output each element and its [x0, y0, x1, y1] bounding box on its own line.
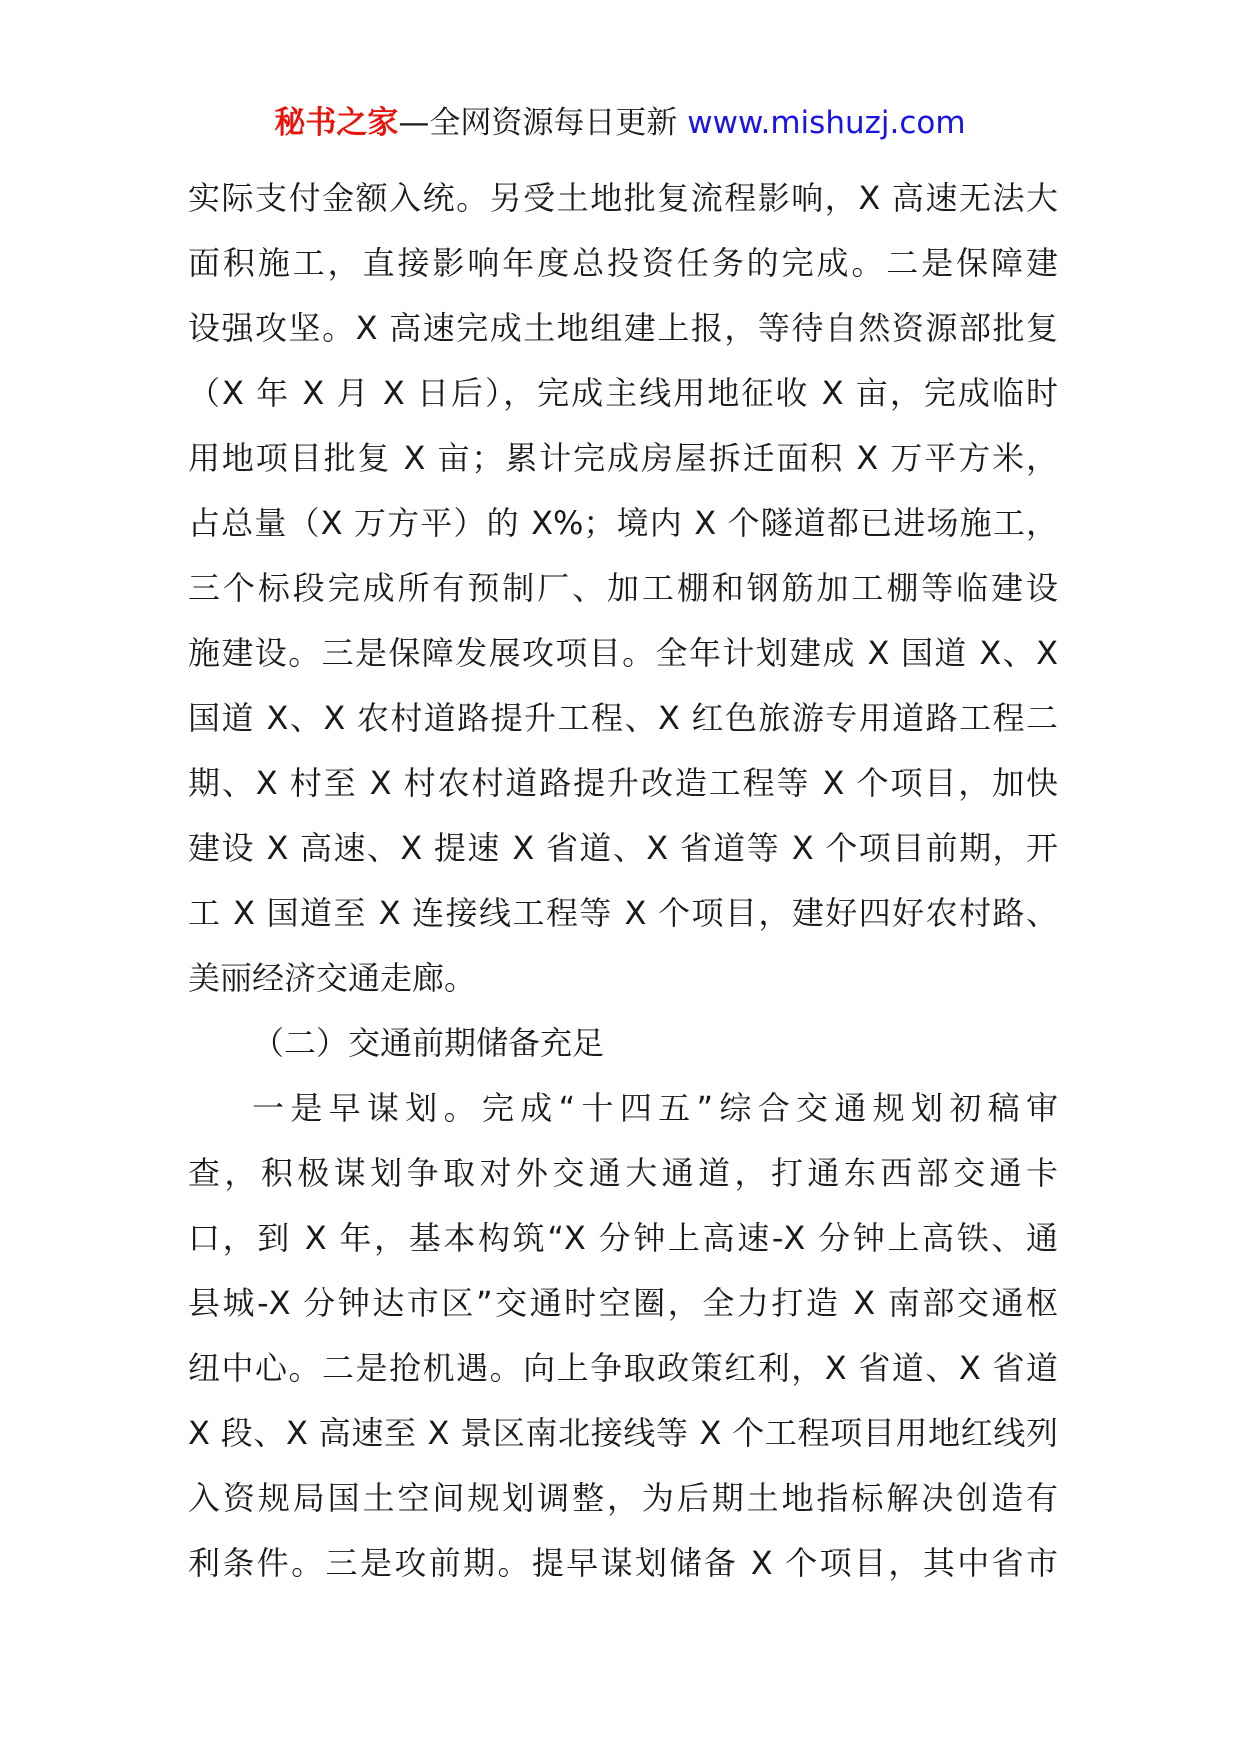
body-line: 占总量（X 万方平）的 X%；境内 X 个隧道都已进场施工， [188, 504, 1058, 542]
body-line: 查，积极谋划争取对外交通大通道，打通东西部交通卡 [188, 1154, 1058, 1192]
brand-name: 秘书之家 [274, 105, 399, 141]
header-tagline: —全网资源每日更新 [398, 105, 678, 141]
body-line: 利条件。三是攻前期。提早谋划储备 X 个项目，其中省市 [188, 1544, 1058, 1582]
document-body [188, 166, 1058, 1596]
body-line: 工 X 国道至 X 连接线工程等 X 个项目，建好四好农村路、 [188, 894, 1058, 932]
body-line: 国道 X、X 农村道路提升工程、X 红色旅游专用道路工程二 [188, 699, 1058, 737]
body-line: 美丽经济交通走廊。 [188, 959, 477, 997]
body-line: 用地项目批复 X 亩；累计完成房屋拆迁面积 X 万平方米， [188, 439, 1058, 477]
body-line: 一是早谋划。完成“十四五”综合交通规划初稿审 [252, 1089, 1058, 1127]
body-line: 建设 X 高速、X 提速 X 省道、X 省道等 X 个项目前期，开 [188, 829, 1058, 867]
body-line: （X 年 X 月 X 日后），完成主线用地征收 X 亩，完成临时 [188, 374, 1058, 412]
site-watermark-header [0, 100, 1240, 146]
body-line: 期、X 村至 X 村农村道路提升改造工程等 X 个项目，加快 [188, 764, 1058, 802]
body-line: 纽中心。二是抢机遇。向上争取政策红利，X 省道、X 省道 [188, 1349, 1058, 1387]
body-line: 面积施工，直接影响年度总投资任务的完成。二是保障建 [188, 244, 1058, 282]
body-line: 三个标段完成所有预制厂、加工棚和钢筋加工棚等临建设 [188, 569, 1058, 607]
body-line: X 段、X 高速至 X 景区南北接线等 X 个工程项目用地红线列 [188, 1414, 1058, 1452]
body-line: 施建设。三是保障发展攻项目。全年计划建成 X 国道 X、X [188, 634, 1058, 672]
section-heading: （二）交通前期储备充足 [252, 1024, 605, 1062]
site-url[interactable]: www.mishuzj.com [687, 105, 966, 141]
body-line: 入资规局国土空间规划调整，为后期土地指标解决创造有 [188, 1479, 1058, 1517]
body-line: 实际支付金额入统。另受土地批复流程影响，X 高速无法大 [188, 179, 1058, 217]
body-line: 县城-X 分钟达市区”交通时空圈，全力打造 X 南部交通枢 [188, 1284, 1058, 1322]
body-line: 设强攻坚。X 高速完成土地组建上报，等待自然资源部批复 [188, 309, 1058, 347]
body-line: 口，到 X 年，基本构筑“X 分钟上高速-X 分钟上高铁、通 [188, 1219, 1058, 1257]
